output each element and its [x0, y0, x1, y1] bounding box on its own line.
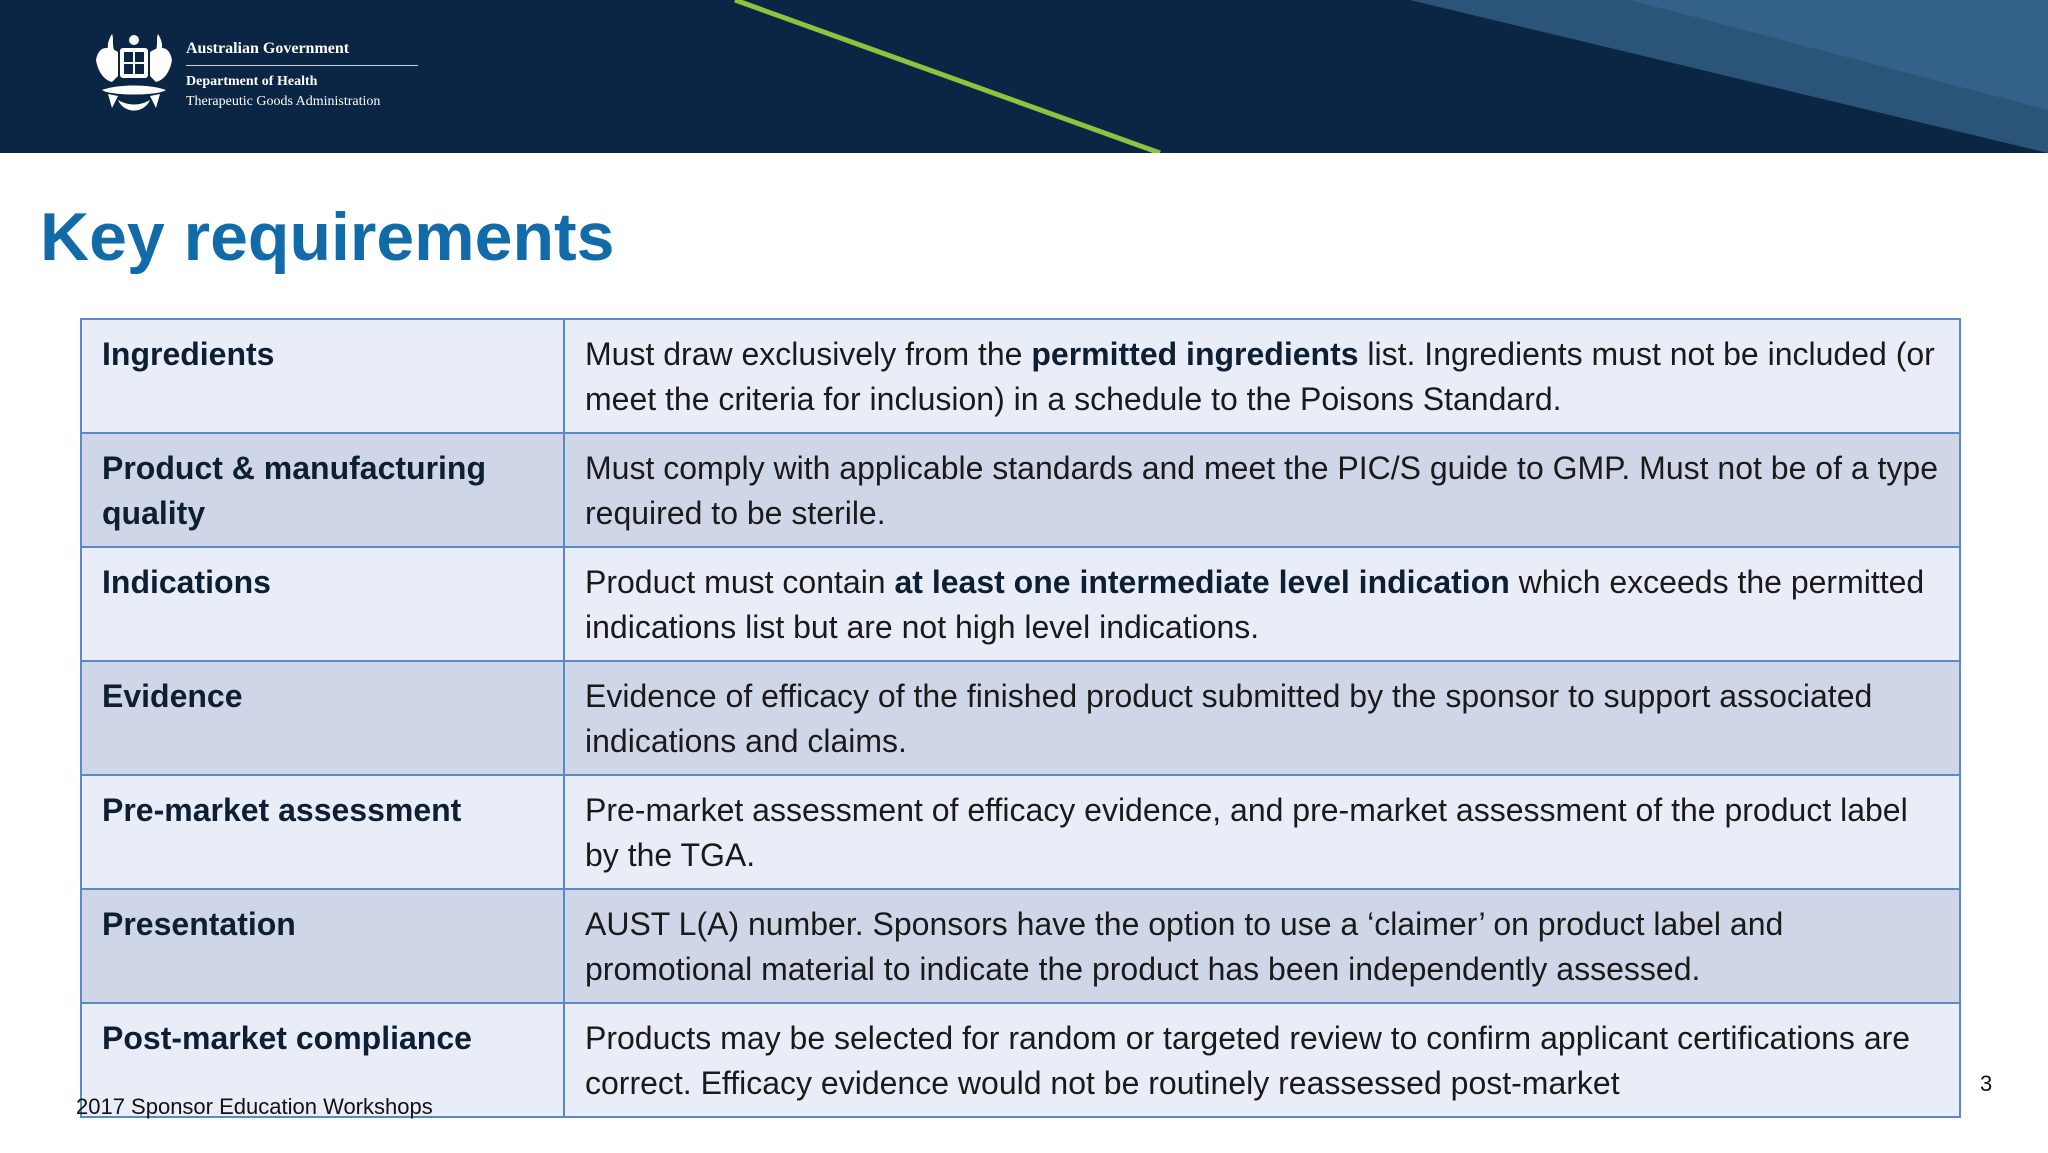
agency-name: Therapeutic Goods Administration	[186, 94, 381, 109]
table-row	[81, 661, 1960, 775]
government-wordmark	[186, 40, 418, 112]
table-row	[81, 775, 1960, 889]
requirement-label: Evidence	[81, 661, 564, 775]
page-number: 3	[1980, 1071, 1993, 1096]
requirements-table-body	[81, 319, 1960, 1117]
footer-text: 2017 Sponsor Education Workshops	[76, 1094, 433, 1119]
table-row	[81, 433, 1960, 547]
requirement-label: Ingredients	[81, 319, 564, 433]
description-text: Pre-market assessment of efficacy evidence, and pre-market assessment of the product label by the TGA.	[585, 792, 1908, 873]
description-text: which exceeds the permitted indications list but are not high level indications.	[585, 564, 1925, 645]
description-text: Must draw exclusively from the	[585, 336, 1032, 372]
requirement-description	[564, 319, 1960, 433]
header-banner	[0, 0, 2048, 153]
requirements-table	[80, 318, 1961, 1118]
requirement-label: Presentation	[81, 889, 564, 1003]
requirement-description	[564, 889, 1960, 1003]
description-text: Products may be selected for random or targeted review to confirm applicant certifications are correct. Efficacy evidence would not be routinely reassessed post-market	[585, 1020, 1911, 1101]
requirement-description	[564, 1003, 1960, 1117]
coat-of-arms-icon	[88, 30, 180, 122]
requirement-label: Indications	[81, 547, 564, 661]
requirement-label: Post-market compliance	[81, 1003, 564, 1117]
emphasis-text: permitted ingredients	[1031, 336, 1359, 372]
description-text: Product must contain	[585, 564, 895, 600]
table-row	[81, 319, 1960, 433]
government-name: Australian Government	[186, 40, 418, 66]
requirement-description	[564, 433, 1960, 547]
emphasis-text: at least one intermediate level indication	[894, 564, 1510, 600]
requirement-description	[564, 661, 1960, 775]
description-text: list. Ingredients must not be included (or meet the criteria for inclusion) in a schedule to the Poisons Standard.	[585, 336, 1935, 417]
slide-title: Key requirements	[40, 199, 615, 275]
requirement-description	[564, 547, 1960, 661]
description-text: Evidence of efficacy of the finished product submitted by the sponsor to support associated indications and claims.	[585, 678, 1873, 759]
table-row	[81, 889, 1960, 1003]
government-logo	[88, 30, 418, 122]
requirement-label: Product & manufacturing quality	[81, 433, 564, 547]
description-text: AUST L(A) number. Sponsors have the option to use a ‘claimer’ on product label and promotional material to indicate the product has been independently assessed.	[585, 906, 1784, 987]
description-text: Must comply with applicable standards and meet the PIC/S guide to GMP. Must not be of a type required to be sterile.	[585, 450, 1939, 531]
department-name: Department of Health	[186, 74, 318, 89]
table-row	[81, 547, 1960, 661]
requirement-label: Pre-market assessment	[81, 775, 564, 889]
requirement-description	[564, 775, 1960, 889]
